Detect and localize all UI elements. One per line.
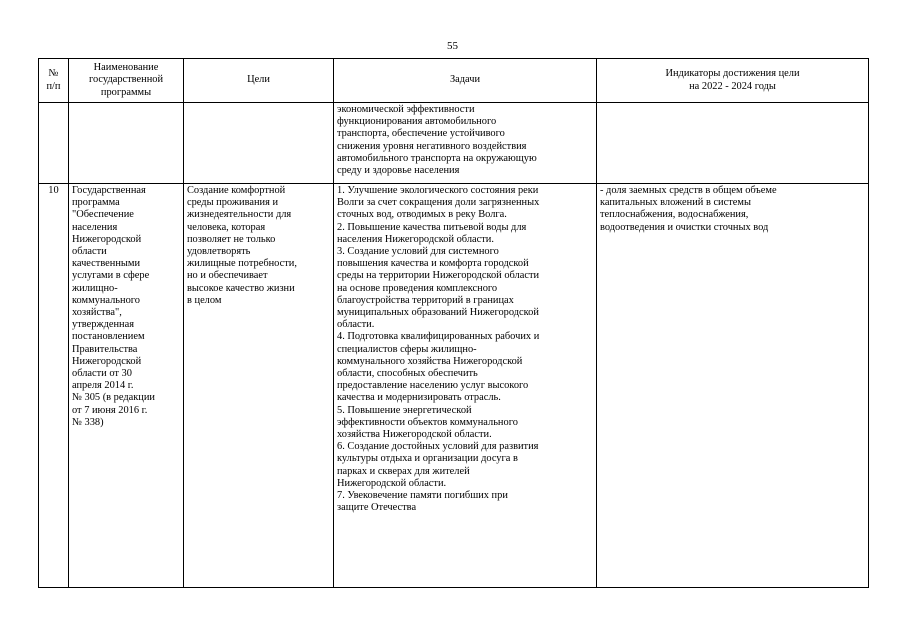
- cell-program-name: [69, 103, 184, 184]
- cell-num: 10: [39, 184, 69, 588]
- page-number: 55: [447, 40, 458, 52]
- cell-tasks: экономической эффективности функционирования автомобильного транспорта, обеспечение устойчивого снижения уровня негативного воздействия автомобильного транспорта на окружающую среду и здоровье населения: [334, 103, 597, 184]
- header-goals: Цели: [184, 59, 334, 103]
- table-header-row: [39, 59, 869, 103]
- header-program-name: Наименование государственной программы: [69, 59, 184, 103]
- cell-goals: [184, 103, 334, 184]
- table-row: [39, 184, 869, 588]
- cell-program-name: Государственная программа "Обеспечение населения Нижегородской области качественными услугами в сфере жилищно- коммунального хозяйства", утвержденная постановлением Правительства Нижегородской области от 30 апреля 2014 г. № 305 (в редакции от 7 июня 2016 г. № 338): [69, 184, 184, 588]
- header-indicators: Индикаторы достижения цели на 2022 - 2024 годы: [597, 59, 869, 103]
- header-num: № п/п: [39, 59, 69, 103]
- programs-table: [38, 58, 869, 588]
- cell-indicators: - доля заемных средств в общем объеме капитальных вложений в системы теплоснабжения, водоснабжения, водоотведения и очистки сточных вод: [597, 184, 869, 588]
- table-row: [39, 103, 869, 184]
- cell-goals: Создание комфортной среды проживания и жизнедеятельности для человека, которая позволяет не только удовлетворять жилищные потребности, но и обеспечивает высокое качество жизни в целом: [184, 184, 334, 588]
- cell-indicators: [597, 103, 869, 184]
- cell-tasks: 1. Улучшение экологического состояния реки Волги за счет сокращения доли загрязненных сточных вод, отводимых в реку Волга. 2. Повышение качества питьевой воды для населения Нижегородской области. 3. Создание условий для системного повышения качества и комфорта городской среды на территории Нижегородской области на основе проведения комплексного благоустройства территорий в границах муниципальных образований Нижегородской области. 4. Подготовка квалифицированных рабочих и специалистов сферы жилищно- коммунального хозяйства Нижегородской области, способных обеспечить предоставление населению услуг высокого качества и модернизировать отрасль. 5. Повышение энергетической эффективности объектов коммунального хозяйства Нижегородской области. 6. Создание достойных условий для развития культуры отдыха и организации досуга в парках и скверах для жителей Нижегородской области. 7. Увековечение памяти погибших при защите Отечества: [334, 184, 597, 588]
- header-tasks: Задачи: [334, 59, 597, 103]
- cell-num: [39, 103, 69, 184]
